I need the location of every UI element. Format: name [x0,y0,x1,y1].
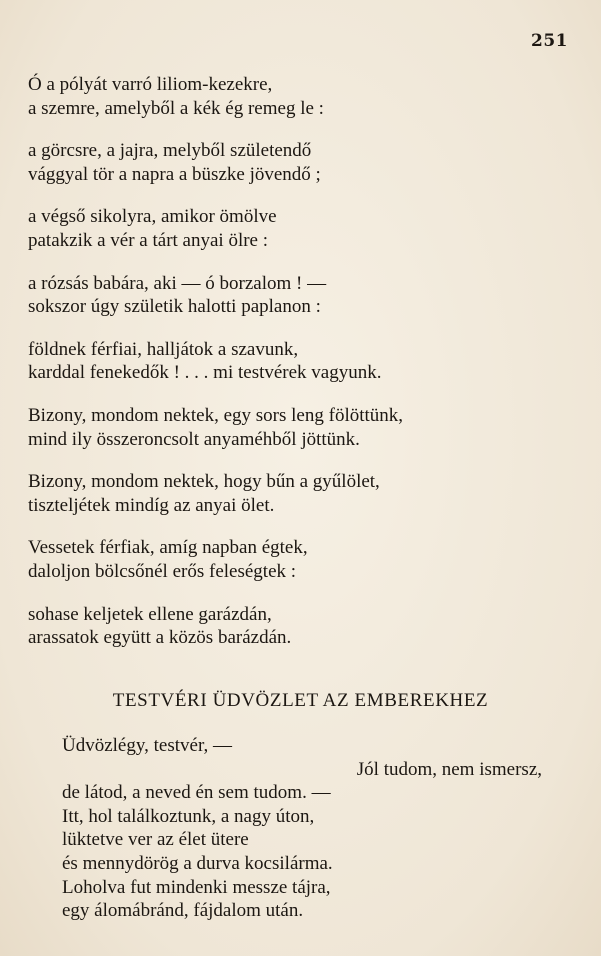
poem-line: egy álomábránd, fájdalom után. [62,900,304,922]
poem-line: a rózsás babára, aki — ó borzalom ! — [28,272,327,294]
poem-line: a szemre, amelyből a kék ég remeg le : [28,97,324,119]
poem-line: mind ily összeroncsolt anyaméhből jöttünk. [28,428,360,450]
poem-line: Üdvözlégy, testvér, — [62,735,233,756]
poem-line: lüktetve ver az élet ütere [62,829,249,851]
poem-line: karddal fenekedők ! . . . mi testvérek vagyunk. [28,362,382,384]
section-title: TESTVÉRI ÜDVÖZLET AZ EMBEREKHEZ [112,690,489,711]
poem-line: Jól tudom, nem ismersz, [356,758,542,780]
stanza-9 [28,603,573,650]
poem-line: Loholva fut mindenki messze tájra, [62,876,331,898]
stanza-1 [28,73,573,120]
second-poem-body [62,734,542,923]
poem-line: és mennydörög a durva kocsilárma. [62,852,333,874]
poem-line: Vessetek férfiak, amíg napban égtek, [28,537,308,559]
stanza-4 [28,272,573,319]
poem-line: Ó a pólyát varró liliom-kezekre, [28,74,273,95]
poem-line: Itt, hol találkoztunk, a nagy úton, [62,805,315,827]
poem-line: sohase keljetek ellene garázdán, [28,603,272,625]
poem-line: de látod, a neved én sem tudom. — [62,782,331,804]
poem-line: daloljon bölcsőnél erős feleségtek : [28,560,297,582]
poem-line: sokszor úgy születik halotti paplanon : [28,296,321,318]
poem-line: patakzik a vér a tárt anyai ölre : [28,229,269,251]
poem-line: Bizony, mondom nektek, hogy bűn a gyűlölet, [28,471,380,493]
page-number: 251 [531,31,568,51]
stanza-7 [28,470,573,517]
poem-line: arassatok együtt a közös barázdán. [28,627,292,649]
poem-line: Bizony, mondom nektek, egy sors leng fölöttünk, [28,404,404,426]
stanza-2 [28,139,573,186]
poem-line: földnek férfiai, halljátok a szavunk, [28,338,299,360]
stanza-5 [28,338,573,385]
poem-line: a görcsre, a jajra, melyből születendő [28,140,312,162]
stanza-6 [28,404,573,451]
poem-body [28,73,573,669]
poem-line: a végső sikolyra, amikor ömölve [28,206,277,228]
stanza-3 [28,205,573,252]
poem-line: vággyal tör a napra a büszke jövendő ; [28,163,321,185]
poem-line: tiszteljétek mindíg az anyai ölet. [28,494,275,516]
stanza-8 [28,536,573,583]
